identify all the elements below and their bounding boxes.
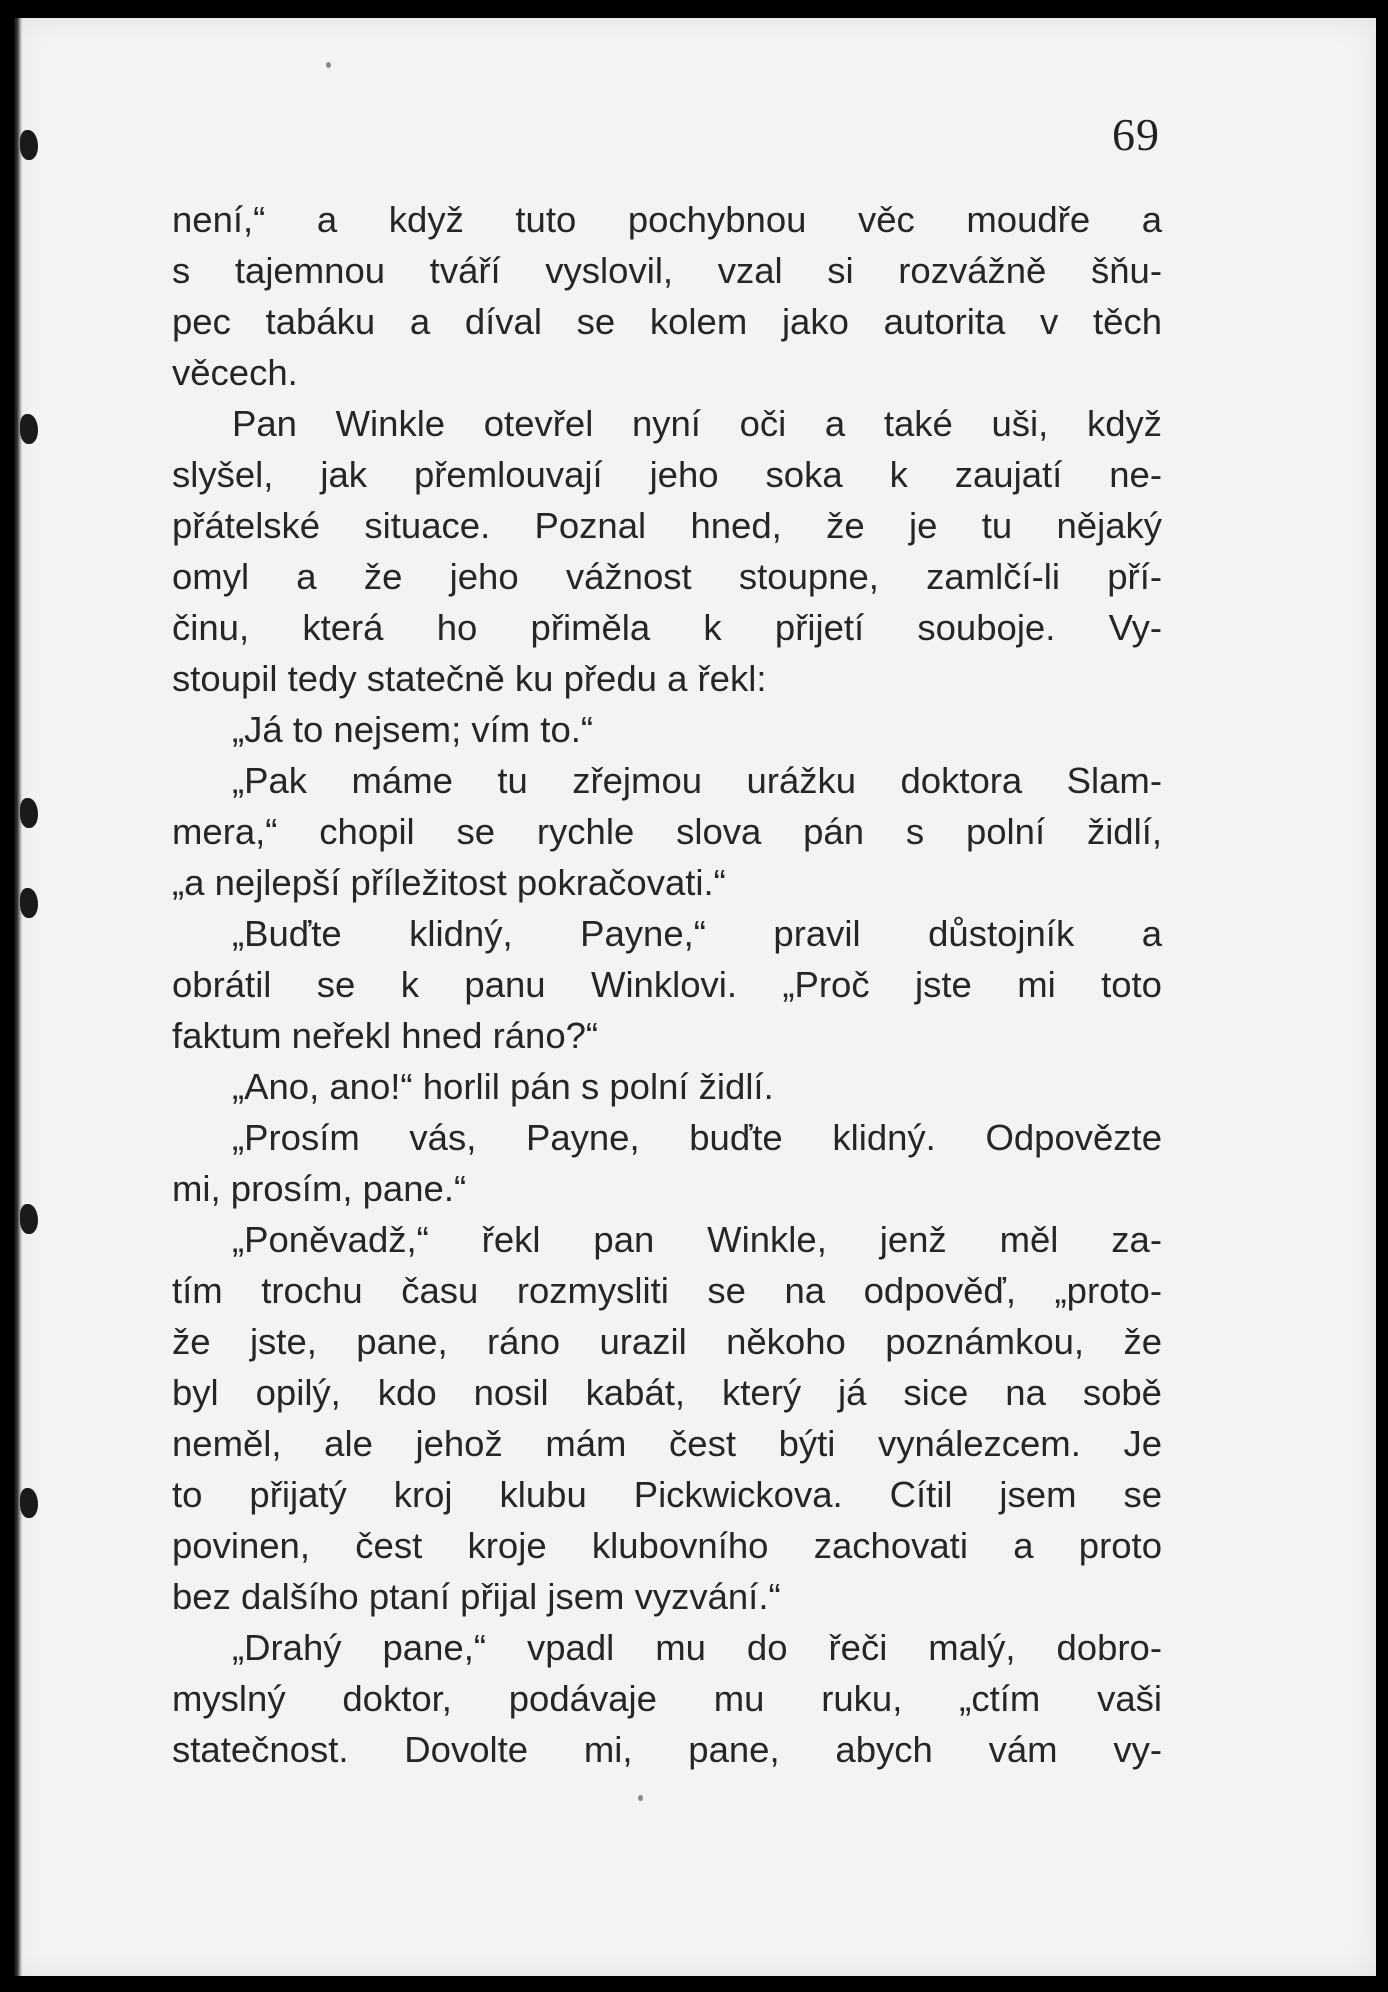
- text-line: bez dalšího ptaní přijal jsem vyzvání.“: [172, 1576, 781, 1617]
- text-line: Pan Winkle otevřel nyní oči a také uši, když: [232, 403, 1162, 444]
- text-line: pec tabáku a díval se kolem jako autorita v těch: [172, 301, 1162, 342]
- text-line: „Buďte klidný, Payne,“ pravil důstojník a: [232, 913, 1162, 954]
- page-number: 69: [1112, 109, 1160, 160]
- text-line: omyl a že jeho vážnost stoupne, zamlčí-li pří-: [172, 556, 1162, 597]
- binding-edge: [14, 18, 22, 1976]
- binding-thread-mark: [20, 888, 38, 918]
- text-line: faktum neřekl hned ráno?“: [172, 1015, 599, 1056]
- text-line: stoupil tedy statečně ku předu a řekl:: [172, 658, 767, 699]
- text-line: neměl, ale jehož mám čest býti vynálezcem. Je: [172, 1423, 1162, 1464]
- text-line: obrátil se k panu Winklovi. „Proč jste mi toto: [172, 964, 1162, 1005]
- text-line: „a nejlepší příležitost pokračovati.“: [172, 862, 726, 903]
- book-page: [14, 18, 1376, 1976]
- text-line: s tajemnou tváří vyslovil, vzal si rozvážně šňu-: [172, 250, 1162, 291]
- body-text: [172, 194, 1162, 1775]
- text-line: tím trochu času rozmysliti se na odpověď, „proto-: [172, 1270, 1162, 1311]
- binding-thread-mark: [20, 1204, 38, 1234]
- text-line: byl opilý, kdo nosil kabát, který já sice na sobě: [172, 1372, 1162, 1413]
- text-line: „Prosím vás, Payne, buďte klidný. Odpovězte: [232, 1117, 1162, 1158]
- text-line: povinen, čest kroje klubovního zachovati a proto: [172, 1525, 1162, 1566]
- text-line: „Ano, ano!“ horlil pán s polní židlí.: [232, 1066, 774, 1107]
- text-line: mera,“ chopil se rychle slova pán s polní židlí,: [172, 811, 1162, 852]
- text-line: „Pak máme tu zřejmou urážku doktora Slam-: [232, 760, 1162, 801]
- text-line: slyšel, jak přemlouvají jeho soka k zaujatí ne-: [172, 454, 1162, 495]
- text-line: že jste, pane, ráno urazil někoho poznámkou, že: [172, 1321, 1162, 1362]
- text-line: statečnost. Dovolte mi, pane, abych vám vy-: [172, 1729, 1162, 1770]
- paper-speck: [326, 62, 331, 68]
- binding-thread-mark: [20, 798, 38, 828]
- text-line: není,“ a když tuto pochybnou věc moudře a: [172, 199, 1162, 240]
- text-line: mi, prosím, pane.“: [172, 1168, 467, 1209]
- text-line: myslný doktor, podávaje mu ruku, „ctím vaši: [172, 1678, 1162, 1719]
- text-line: to přijatý kroj klubu Pickwickova. Cítil jsem se: [172, 1474, 1162, 1515]
- binding-thread-mark: [20, 414, 38, 444]
- text-line: „Já to nejsem; vím to.“: [232, 709, 594, 750]
- binding-thread-mark: [20, 1488, 38, 1518]
- text-line: „Drahý pane,“ vpadl mu do řeči malý, dobro-: [232, 1627, 1162, 1668]
- text-line: věcech.: [172, 352, 298, 393]
- text-line: přátelské situace. Poznal hned, že je tu nějaký: [172, 505, 1162, 546]
- paper-speck: [638, 1795, 643, 1801]
- text-line: činu, která ho přiměla k přijetí souboje. Vy-: [172, 607, 1162, 648]
- text-line: „Poněvadž,“ řekl pan Winkle, jenž měl za-: [232, 1219, 1162, 1260]
- binding-thread-mark: [20, 130, 38, 160]
